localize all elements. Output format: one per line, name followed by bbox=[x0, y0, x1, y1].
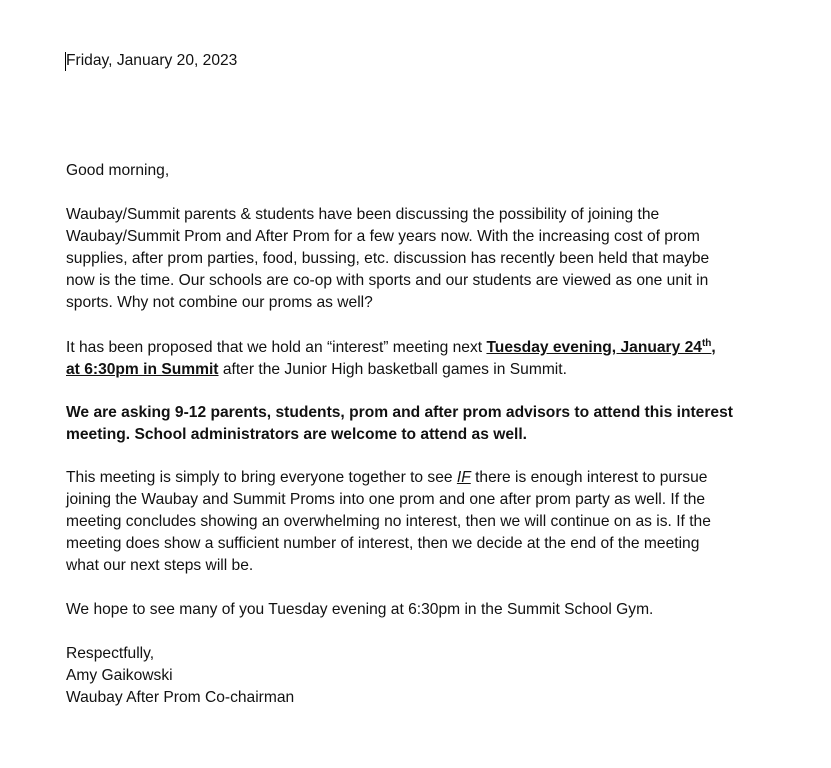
proposal-outro: after the Junior High basketball games in Summit. bbox=[218, 361, 567, 378]
signoff-title: Waubay After Prom Co-chairman bbox=[66, 689, 295, 706]
paragraph-closing-note: We hope to see many of you Tuesday evening at 6:30pm in the Summit School Gym. bbox=[66, 601, 654, 618]
signoff-closing: Respectfully, bbox=[66, 645, 155, 662]
meeting-date-text: Tuesday evening, January 24 bbox=[486, 339, 702, 356]
paragraph-line: sports. Why not combine our proms as well? bbox=[66, 294, 373, 311]
paragraph-line: Waubay/Summit parents & students have been discussing the possibility of joining the bbox=[66, 206, 660, 223]
purpose-post: there is enough interest to pursue bbox=[470, 469, 708, 486]
paragraph-invitation bbox=[66, 402, 766, 446]
paragraph-line: now is the time. Our schools are co-op with sports and our students are viewed as one unit in bbox=[66, 272, 709, 289]
letter-date: Friday, January 20, 2023 bbox=[66, 52, 238, 69]
paragraph-line: meeting concludes showing an overwhelming no interest, then we will continue on as is. If the bbox=[66, 513, 711, 530]
paragraph-line: joining the Waubay and Summit Proms into one prom and one after prom party as well. If the bbox=[66, 491, 706, 508]
ordinal-suffix: th bbox=[701, 338, 712, 349]
paragraph-line bbox=[66, 337, 766, 359]
paragraph-line: supplies, after prom parties, food, bussing, etc. discussion has recently been held that maybe bbox=[66, 250, 710, 267]
paragraph-line: what our next steps will be. bbox=[66, 557, 254, 574]
meeting-time-location: at 6:30pm in Summit bbox=[66, 361, 219, 378]
paragraph-line bbox=[66, 467, 766, 489]
paragraph-background bbox=[66, 204, 766, 314]
paragraph-line bbox=[66, 359, 766, 381]
paragraph-line: Waubay/Summit Prom and After Prom for a few years now. With the increasing cost of prom bbox=[66, 228, 700, 245]
paragraph-line: meeting does show a sufficient number of interest, then we decide at the end of the meeting bbox=[66, 535, 700, 552]
meeting-date-highlight bbox=[486, 339, 715, 356]
paragraph-meeting-proposal bbox=[66, 337, 766, 381]
purpose-pre: This meeting is simply to bring everyone together to see bbox=[66, 469, 457, 486]
signoff-name: Amy Gaikowski bbox=[66, 667, 173, 684]
paragraph-line: We are asking 9-12 parents, students, prom and after prom advisors to attend this interest bbox=[66, 404, 733, 421]
proposal-intro: It has been proposed that we hold an “interest” meeting next bbox=[66, 339, 487, 356]
paragraph-line: meeting. School administrators are welcome to attend as well. bbox=[66, 426, 528, 443]
signature-block bbox=[66, 643, 766, 709]
emphasis-if: IF bbox=[456, 469, 471, 486]
paragraph-meeting-purpose bbox=[66, 467, 766, 577]
highlight-comma: , bbox=[711, 339, 716, 356]
letter-greeting: Good morning, bbox=[66, 162, 170, 179]
